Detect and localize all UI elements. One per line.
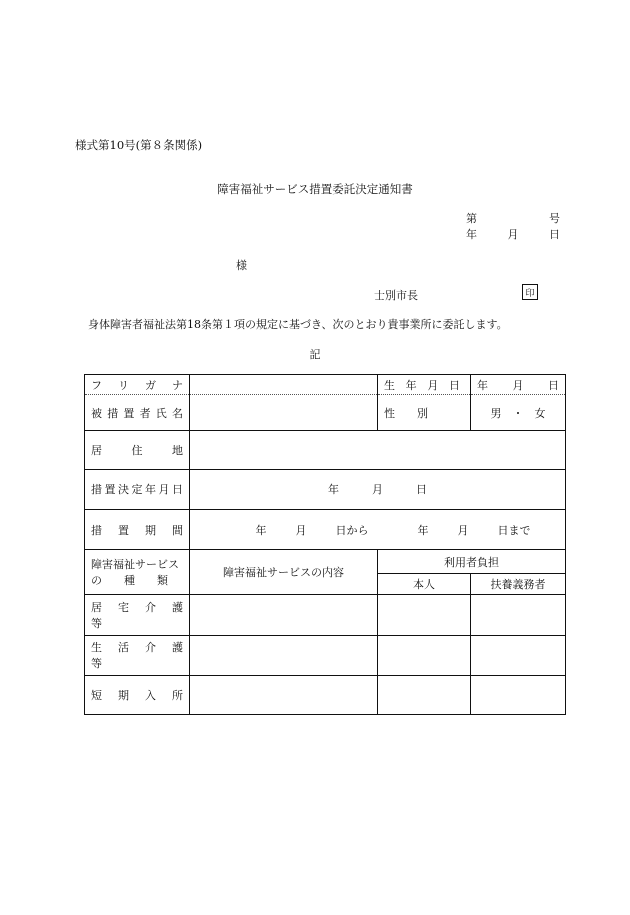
self-burden-field[interactable] — [378, 594, 471, 635]
guardian-burden-field[interactable] — [471, 635, 566, 676]
address-label: 居 住 地 — [91, 443, 183, 457]
seal-mark: 印 — [522, 284, 538, 300]
number-suffix: 号 — [549, 212, 560, 225]
birthdate-field[interactable] — [471, 375, 566, 395]
guardian-burden-field[interactable] — [471, 594, 566, 635]
address-label-cell — [85, 430, 190, 469]
self-burden-field[interactable] — [378, 676, 471, 715]
table-row — [85, 594, 566, 635]
issue-day: 日 — [549, 228, 560, 241]
sex-field[interactable] — [471, 395, 566, 431]
sex-label: 性 別 — [384, 406, 428, 420]
service-content-field[interactable] — [190, 635, 378, 676]
service-type-label-1: 障害福祉サービス — [91, 557, 179, 571]
period-end-year: 年 — [417, 523, 429, 537]
name-label-cell — [85, 395, 190, 431]
service-row-label-cell — [85, 676, 190, 715]
guardian-label: 扶養義務者 — [490, 578, 546, 592]
birth-year: 年 — [477, 378, 488, 392]
period-start-month: 月 — [295, 523, 307, 537]
document-number-line — [466, 210, 560, 226]
name-label: 被措置者氏名 — [91, 406, 183, 420]
service-row-label: 居 宅 介 護 等 — [91, 600, 194, 630]
ki-label: 記 — [309, 348, 321, 361]
decision-date-label: 措置決定年月日 — [91, 483, 183, 497]
body-text: 身体障害者福祉法第18条第１項の規定に基づき、次のとおり貴事業所に委託します。 — [88, 318, 508, 331]
furigana-field[interactable] — [190, 375, 378, 395]
burden-label-cell — [378, 550, 566, 574]
service-row-label: 生 活 介 護 等 — [91, 641, 194, 671]
decision-day: 日 — [416, 483, 427, 497]
birthdate-label: 生年月日 — [384, 378, 460, 392]
table-row — [85, 635, 566, 676]
period-label: 措 置 期 間 — [91, 523, 183, 537]
service-type-label-cell — [85, 550, 190, 595]
address-field[interactable] — [190, 430, 566, 469]
birthdate-label-cell — [378, 375, 471, 395]
decision-date-field[interactable] — [190, 469, 566, 510]
guardian-burden-field[interactable] — [471, 676, 566, 715]
service-row-label: 短 期 入 所 — [91, 689, 183, 703]
name-field[interactable] — [190, 395, 378, 431]
birth-month: 月 — [512, 378, 524, 392]
service-type-label-2: の 種 類 — [91, 573, 168, 587]
issuer-name: 士別市長 — [374, 289, 418, 302]
sex-value: 男 ・ 女 — [490, 406, 546, 420]
period-end-month: 月 — [457, 523, 469, 537]
decision-month: 月 — [372, 483, 383, 497]
issue-month: 月 — [507, 228, 519, 241]
self-label: 本人 — [413, 578, 435, 592]
sex-label-cell — [378, 395, 471, 431]
guardian-label-cell — [471, 574, 566, 594]
document-title: 障害福祉サービス措置委託決定通知書 — [217, 182, 413, 196]
burden-label: 利用者負担 — [444, 555, 499, 569]
service-table — [84, 374, 566, 715]
table-row — [85, 676, 566, 715]
addressee-suffix: 様 — [236, 259, 247, 272]
number-prefix: 第 — [466, 212, 477, 225]
service-row-label-cell — [85, 635, 194, 676]
self-burden-field[interactable] — [378, 635, 471, 676]
service-content-label: 障害福祉サービスの内容 — [223, 565, 344, 579]
period-start-day: 日から — [335, 523, 369, 537]
period-end-day: 日まで — [497, 523, 531, 537]
period-label-cell — [85, 510, 190, 550]
service-row-label-cell — [85, 594, 194, 635]
service-content-field[interactable] — [190, 594, 378, 635]
issue-year: 年 — [466, 228, 477, 241]
issue-date-line — [466, 226, 560, 242]
form-number: 様式第10号(第８条関係) — [75, 138, 203, 152]
furigana-label: フ リ ガ ナ — [91, 378, 183, 392]
self-label-cell — [378, 574, 471, 594]
service-content-field[interactable] — [190, 676, 378, 715]
service-content-label-cell — [190, 550, 378, 595]
birth-day: 日 — [548, 378, 559, 392]
decision-year: 年 — [328, 483, 339, 497]
period-field[interactable] — [190, 510, 566, 550]
decision-date-label-cell — [85, 469, 190, 510]
furigana-label-cell — [85, 375, 190, 395]
period-start-year: 年 — [255, 523, 267, 537]
